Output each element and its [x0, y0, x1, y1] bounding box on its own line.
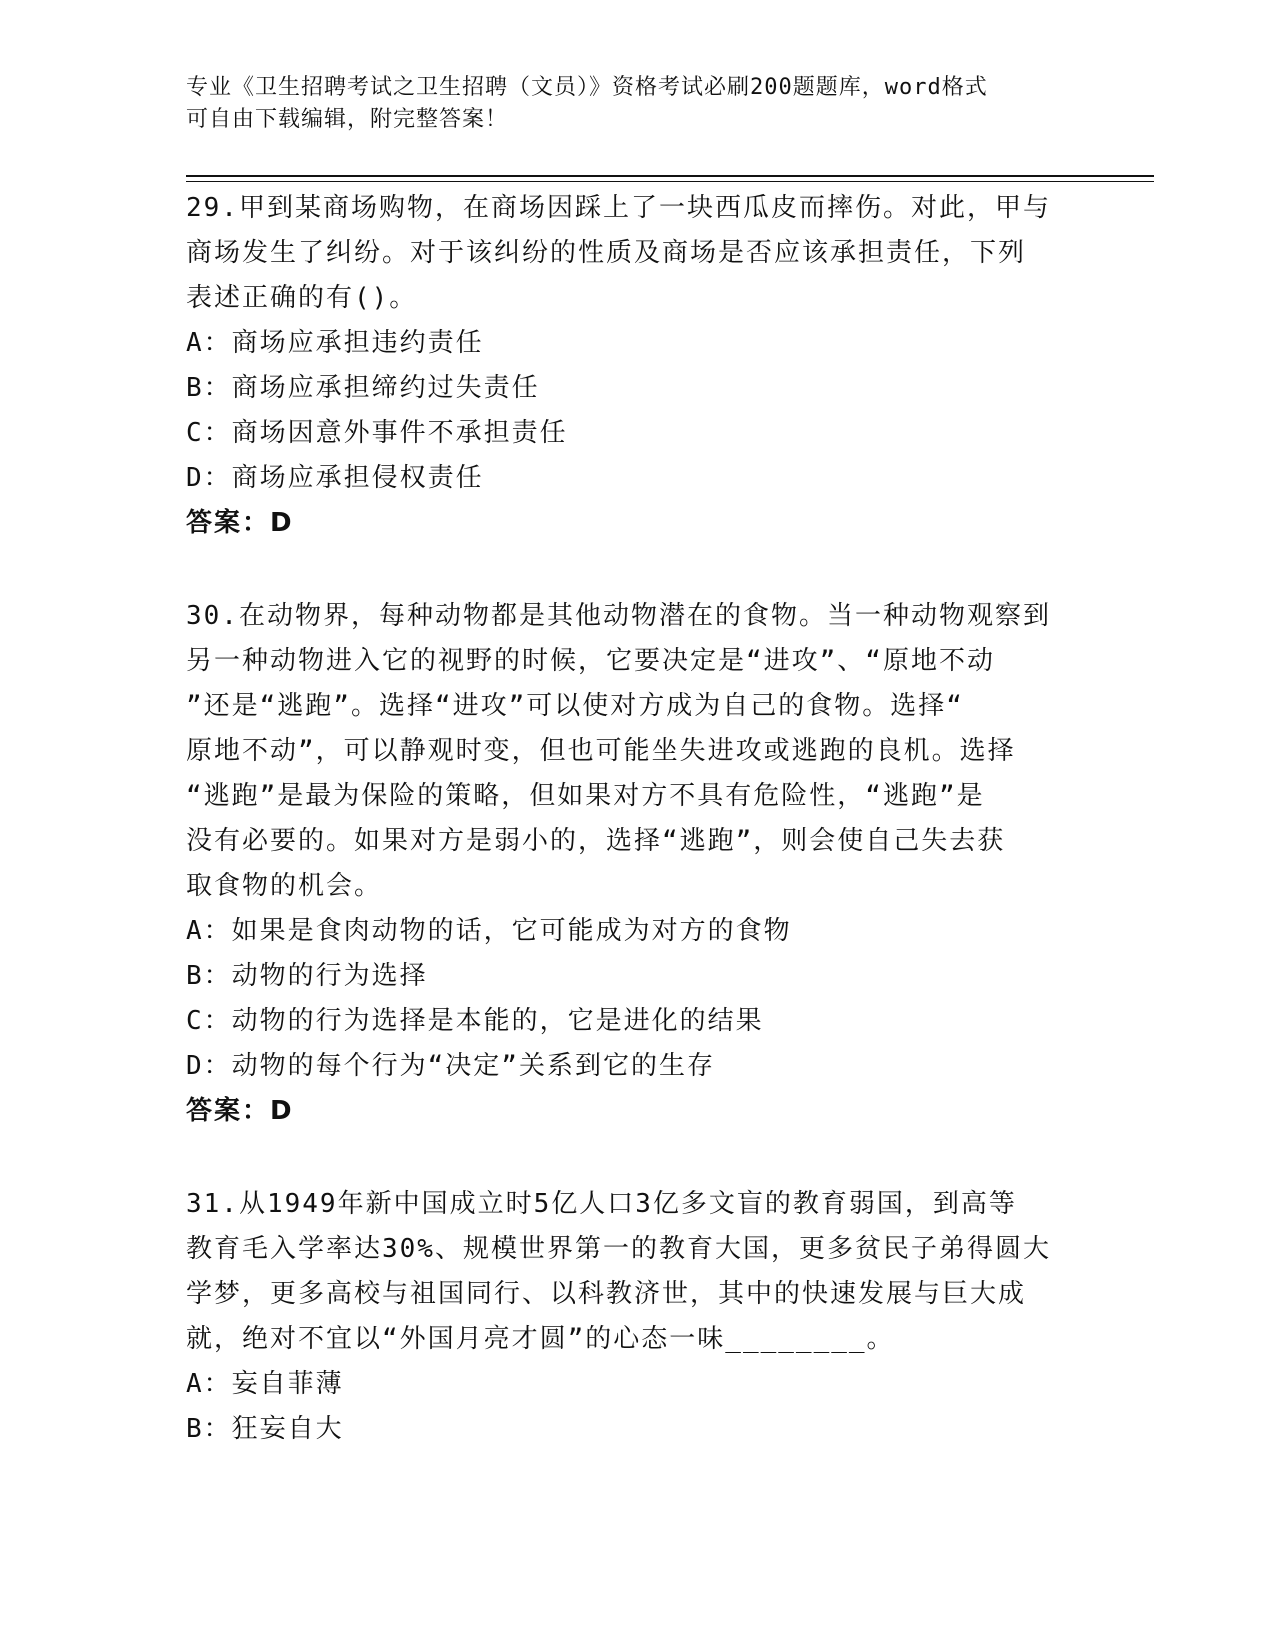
- option-c: C：动物的行为选择是本能的，它是进化的结果: [186, 1006, 764, 1036]
- question-29: [186, 186, 1086, 546]
- question-stem-line: 29.甲到某商场购物，在商场因踩上了一块西瓜皮而摔伤。对此，甲与: [186, 193, 1051, 223]
- question-stem-line: 没有必要的。如果对方是弱小的，选择“逃跑”，则会使自己失去获: [186, 826, 1006, 856]
- answer-label: 答案：D: [186, 508, 294, 538]
- question-stem-line: 学梦，更多高校与祖国同行、以科教济世，其中的快速发展与巨大成: [186, 1279, 1027, 1309]
- header-divider-thin: [186, 181, 1154, 182]
- question-stem-line: 原地不动”，可以静观时变，但也可能坐失进攻或逃跑的良机。选择: [186, 736, 1016, 766]
- question-stem-line: 30.在动物界，每种动物都是其他动物潜在的食物。当一种动物观察到: [186, 601, 1051, 631]
- question-list: [186, 186, 1086, 1500]
- option-b: B：商场应承担缔约过失责任: [186, 373, 540, 403]
- document-header: [186, 72, 1076, 136]
- answer-label: 答案：D: [186, 1096, 294, 1126]
- question-stem-line: 另一种动物进入它的视野的时候，它要决定是“进攻”、“原地不动: [186, 646, 995, 676]
- option-b: B：狂妄自大: [186, 1414, 344, 1444]
- option-a: A：妄自菲薄: [186, 1369, 344, 1399]
- option-a: A：如果是食肉动物的话，它可能成为对方的食物: [186, 916, 792, 946]
- question-stem-line: 就，绝对不宜以“外国月亮才圆”的心态一味________。: [186, 1324, 895, 1354]
- option-c: C：商场因意外事件不承担责任: [186, 418, 568, 448]
- question-stem-line: 表述正确的有()。: [186, 283, 418, 313]
- header-line-2: 可自由下载编辑，附完整答案！: [186, 107, 509, 132]
- question-stem-line: 取食物的机会。: [186, 871, 383, 901]
- question-31: [186, 1182, 1086, 1452]
- option-a: A：商场应承担违约责任: [186, 328, 484, 358]
- option-d: D：动物的每个行为“决定”关系到它的生存: [186, 1051, 715, 1081]
- question-stem-line: 31.从1949年新中国成立时5亿人口3亿多文盲的教育弱国，到高等: [186, 1189, 1017, 1219]
- question-30: [186, 594, 1086, 1134]
- header-line-1: 专业《卫生招聘考试之卫生招聘（文员）》资格考试必刷200题题库，word格式: [186, 75, 988, 100]
- question-stem-line: 商场发生了纠纷。对于该纠纷的性质及商场是否应该承担责任，下列: [186, 238, 1027, 268]
- question-stem-line: 教育毛入学率达30%、规模世界第一的教育大国，更多贫民子弟得圆大: [186, 1234, 1051, 1264]
- question-stem-line: “逃跑”是最为保险的策略，但如果对方不具有危险性，“逃跑”是: [186, 781, 985, 811]
- question-stem-line: ”还是“逃跑”。选择“进攻”可以使对方成为自己的食物。选择“: [186, 691, 964, 721]
- option-d: D：商场应承担侵权责任: [186, 463, 484, 493]
- option-b: B：动物的行为选择: [186, 961, 428, 991]
- header-divider-thick: [186, 175, 1154, 177]
